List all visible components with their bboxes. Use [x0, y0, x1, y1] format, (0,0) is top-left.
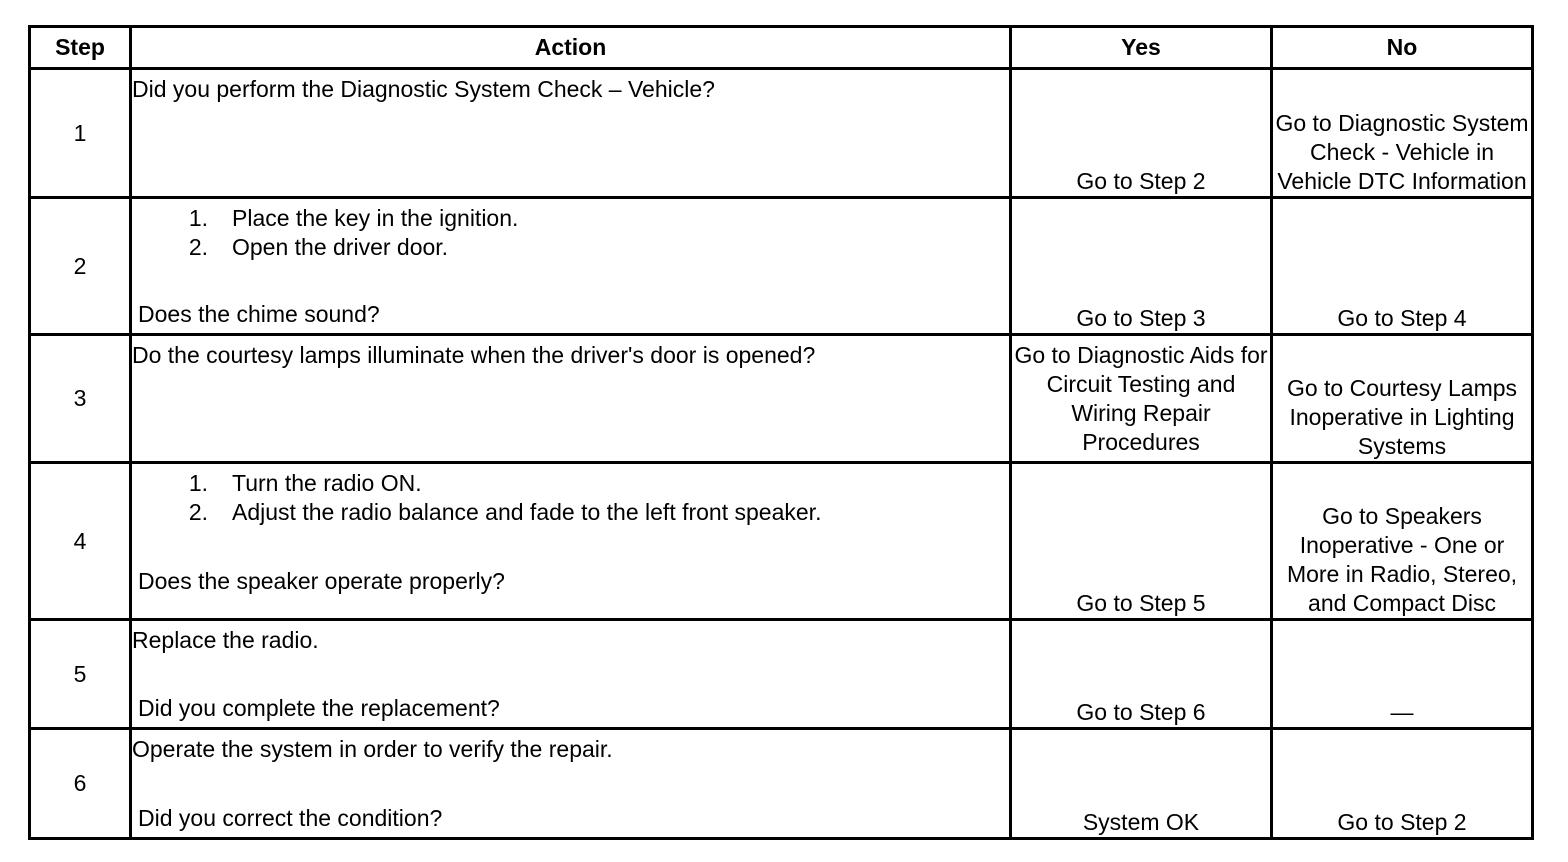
- header-step: Step: [30, 27, 131, 69]
- no-cell: —: [1272, 620, 1533, 729]
- step-number: 5: [30, 620, 131, 729]
- action-cell: [131, 335, 1011, 463]
- action-cell: [131, 729, 1011, 839]
- yes-cell: System OK: [1011, 729, 1272, 839]
- yes-cell: Go to Step 6: [1011, 620, 1272, 729]
- header-row: [30, 27, 1533, 69]
- table-row: [30, 620, 1533, 729]
- header-yes: Yes: [1011, 27, 1272, 69]
- step-number: 6: [30, 729, 131, 839]
- action-steps-list: [132, 464, 1009, 527]
- yes-cell: Go to Diagnostic Aids for Circuit Testing and Wiring Repair Procedures: [1011, 335, 1272, 463]
- no-cell: Go to Step 4: [1272, 198, 1533, 335]
- no-cell: Go to Speakers Inoperative - One or More in Radio, Stereo, and Compact Disc: [1272, 463, 1533, 620]
- table-row: [30, 335, 1533, 463]
- list-item: 1. Place the key in the ignition.: [188, 205, 519, 231]
- header-action: Action: [131, 27, 1011, 69]
- no-cell: Go to Courtesy Lamps Inoperative in Lighting Systems: [1272, 335, 1533, 463]
- table-row: [30, 463, 1533, 620]
- list-item: 2. Open the driver door.: [188, 234, 449, 260]
- yes-cell: Go to Step 5: [1011, 463, 1272, 620]
- action-cell: [131, 198, 1011, 335]
- no-cell: Go to Step 2: [1272, 729, 1533, 839]
- action-text: Did you perform the Diagnostic System Check – Vehicle?: [132, 76, 715, 102]
- step-number: 4: [30, 463, 131, 620]
- table-row: [30, 729, 1533, 839]
- step-number: 3: [30, 335, 131, 463]
- action-cell: [131, 620, 1011, 729]
- action-steps-list: [132, 199, 1009, 262]
- yes-cell: Go to Step 3: [1011, 198, 1272, 335]
- list-item: 2. Adjust the radio balance and fade to the left front speaker.: [188, 499, 822, 525]
- diagnostic-table: [28, 25, 1534, 840]
- table-row: [30, 69, 1533, 198]
- action-question: Does the chime sound?: [138, 301, 380, 327]
- step-number: 1: [30, 69, 131, 198]
- action-question: Does the speaker operate properly?: [138, 568, 505, 594]
- yes-cell: Go to Step 2: [1011, 69, 1272, 198]
- action-question: Did you correct the condition?: [138, 805, 443, 831]
- action-cell: [131, 69, 1011, 198]
- action-question: Did you complete the replacement?: [138, 695, 500, 721]
- no-cell: Go to Diagnostic System Check - Vehicle in Vehicle DTC Information: [1272, 69, 1533, 198]
- table-row: [30, 198, 1533, 335]
- action-text: Operate the system in order to verify the repair.: [132, 736, 613, 762]
- list-item: 1. Turn the radio ON.: [188, 470, 422, 496]
- header-no: No: [1272, 27, 1533, 69]
- action-text: Do the courtesy lamps illuminate when the driver's door is opened?: [132, 342, 816, 368]
- action-text: Replace the radio.: [132, 627, 319, 653]
- action-cell: [131, 463, 1011, 620]
- step-number: 2: [30, 198, 131, 335]
